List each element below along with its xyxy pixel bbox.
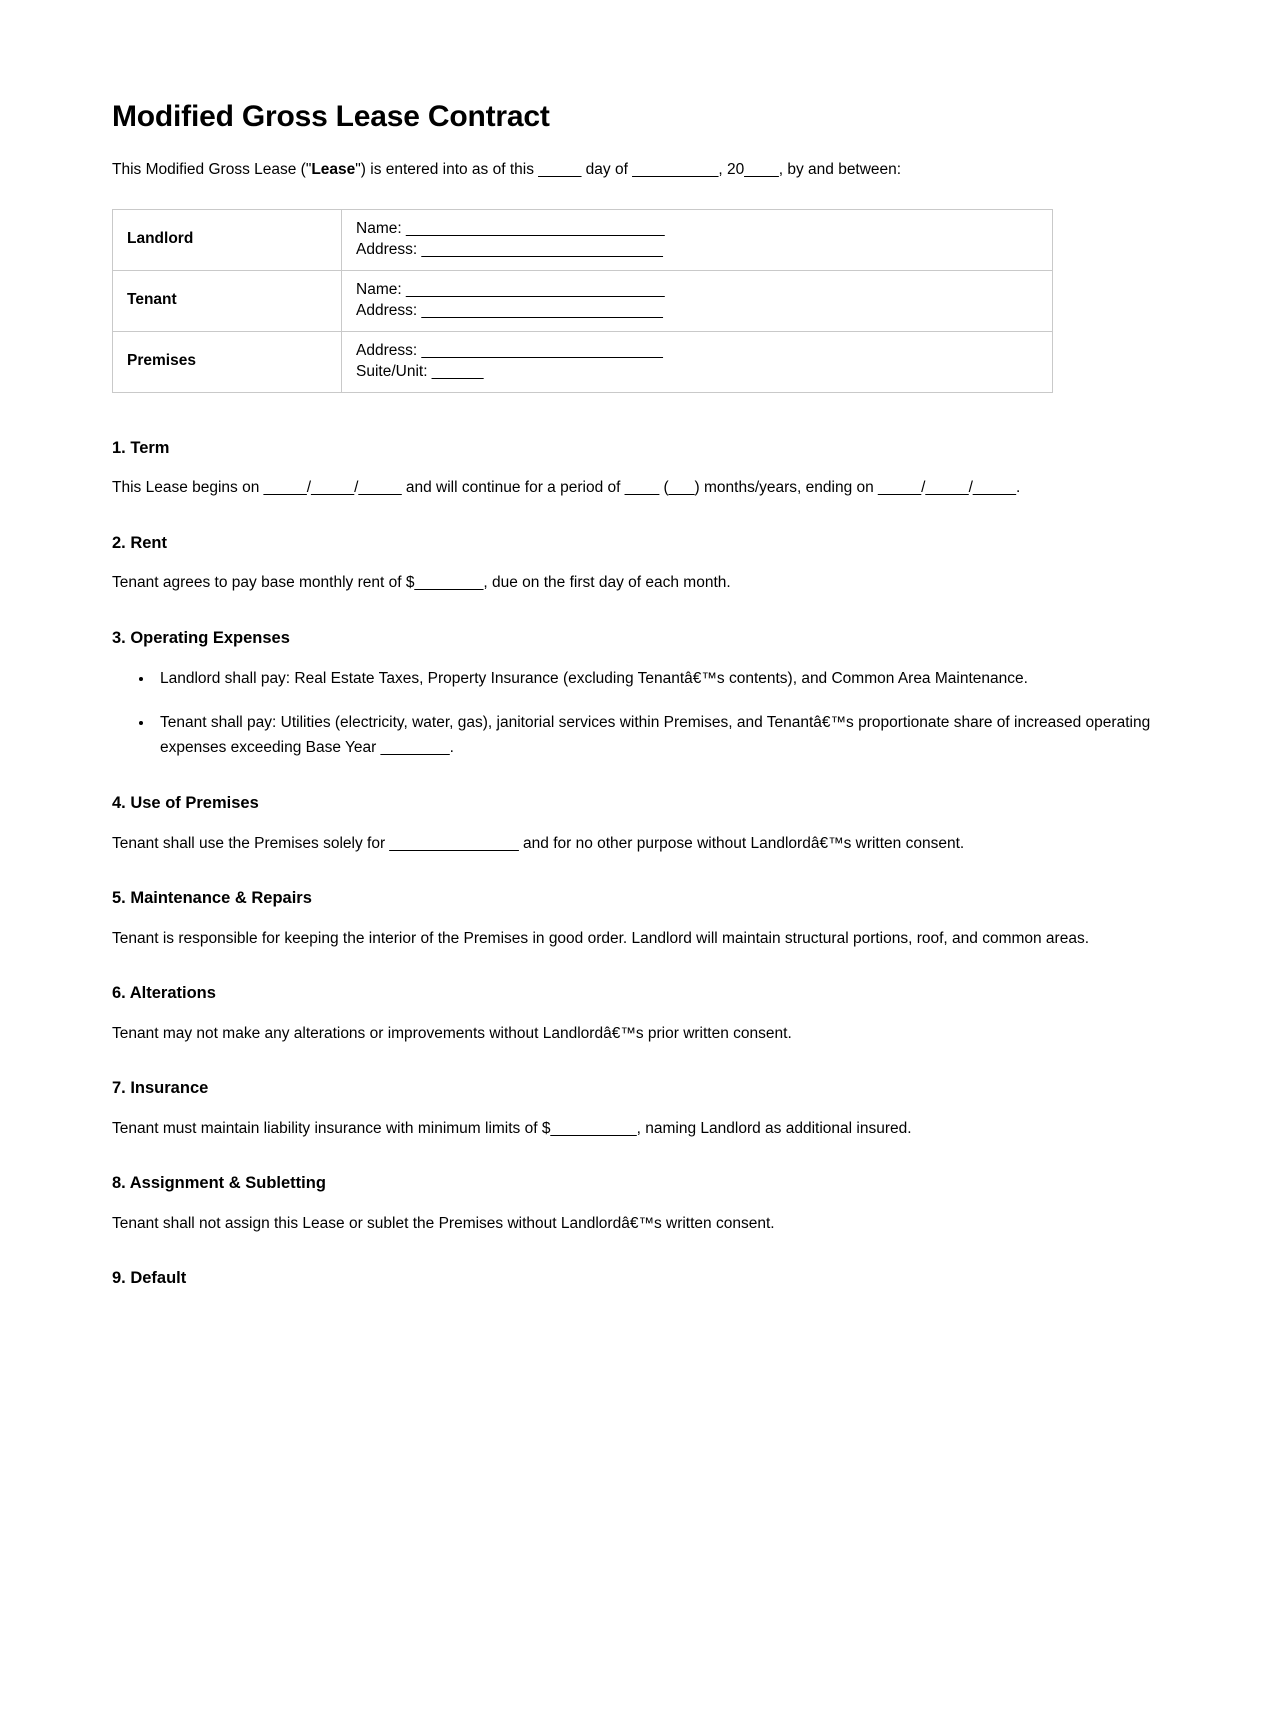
tenant-name-field[interactable]: Name: ______________________________ <box>356 280 665 298</box>
intro-after-bold: ") is entered into as of this _____ day of __________, 20____, by and between: <box>355 160 902 178</box>
section-text-assignment-subletting: Tenant shall not assign this Lease or sublet the Premises without Landlordâ€™s written consent. <box>112 1214 775 1232</box>
section-text-term: This Lease begins on _____/_____/_____ and will continue for a period of ____ (___) months/years, ending on _____/_____/_____. <box>112 479 1021 497</box>
tenant-address-field[interactable]: Address: ____________________________ <box>356 301 663 319</box>
section-maintenance-repairs <box>112 889 1153 950</box>
party-fields-premises <box>342 331 1053 392</box>
section-insurance <box>112 1079 1153 1140</box>
section-heading-use-of-premises: 4. Use of Premises <box>112 793 259 812</box>
section-text-rent: Tenant agrees to pay base monthly rent of $________, due on the first day of each month. <box>112 574 731 592</box>
section-alterations <box>112 984 1153 1045</box>
section-heading-default: 9. Default <box>112 1268 187 1287</box>
table-row <box>113 209 1053 270</box>
section-rent <box>112 534 1153 595</box>
page-title: Modified Gross Lease Contract <box>112 100 550 133</box>
party-label-landlord: Landlord <box>113 209 342 270</box>
table-row <box>113 331 1053 392</box>
party-fields-landlord <box>342 209 1053 270</box>
premises-address-field[interactable]: Address: ____________________________ <box>356 341 663 359</box>
table-row <box>113 270 1053 331</box>
operating-expenses-list <box>112 666 1153 759</box>
landlord-address-field[interactable]: Address: ____________________________ <box>356 240 663 258</box>
section-heading-maintenance-repairs: 5. Maintenance & Repairs <box>112 888 312 907</box>
section-term <box>112 439 1153 500</box>
section-operating-expenses <box>112 629 1153 760</box>
section-heading-term: 1. Term <box>112 438 170 457</box>
list-item: • Landlord shall pay: Real Estate Taxes, Property Insurance (excluding Tenantâ€™s contents), and Common Area Maintenance. <box>154 666 1153 691</box>
intro-paragraph <box>112 159 1153 181</box>
section-assignment-subletting <box>112 1174 1153 1235</box>
section-heading-alterations: 6. Alterations <box>112 983 216 1002</box>
section-text-insurance: Tenant must maintain liability insurance with minimum limits of $__________, naming Landlord as additional insured. <box>112 1119 912 1137</box>
party-label-premises: Premises <box>113 331 342 392</box>
section-heading-assignment-subletting: 8. Assignment & Subletting <box>112 1173 326 1192</box>
section-default <box>112 1269 1153 1289</box>
section-heading-rent: 2. Rent <box>112 533 168 552</box>
intro-before-bold: This Modified Gross Lease (" <box>112 160 312 178</box>
list-item: • Tenant shall pay: Utilities (electricity, water, gas), janitorial services within Premises, and Tenantâ€™s proportionate share of increased operating expenses exceeding Base Year ________. <box>154 710 1153 760</box>
section-text-maintenance-repairs: Tenant is responsible for keeping the interior of the Premises in good order. Landlord will maintain structural portions, roof, and common areas. <box>112 929 1090 947</box>
section-heading-insurance: 7. Insurance <box>112 1078 209 1097</box>
section-use-of-premises <box>112 794 1153 855</box>
section-text-alterations: Tenant may not make any alterations or improvements without Landlordâ€™s prior written consent. <box>112 1024 792 1042</box>
party-information-table <box>112 209 1053 393</box>
section-heading-operating-expenses: 3. Operating Expenses <box>112 628 290 647</box>
section-text-use-of-premises: Tenant shall use the Premises solely for _______________ and for no other purpose without Landlordâ€™s written consent. <box>112 834 965 852</box>
party-fields-tenant <box>342 270 1053 331</box>
premises-suite-unit-field[interactable]: Suite/Unit: ______ <box>356 362 484 380</box>
party-label-tenant: Tenant <box>113 270 342 331</box>
intro-bold-term: Lease <box>311 160 356 178</box>
landlord-name-field[interactable]: Name: ______________________________ <box>356 219 665 237</box>
